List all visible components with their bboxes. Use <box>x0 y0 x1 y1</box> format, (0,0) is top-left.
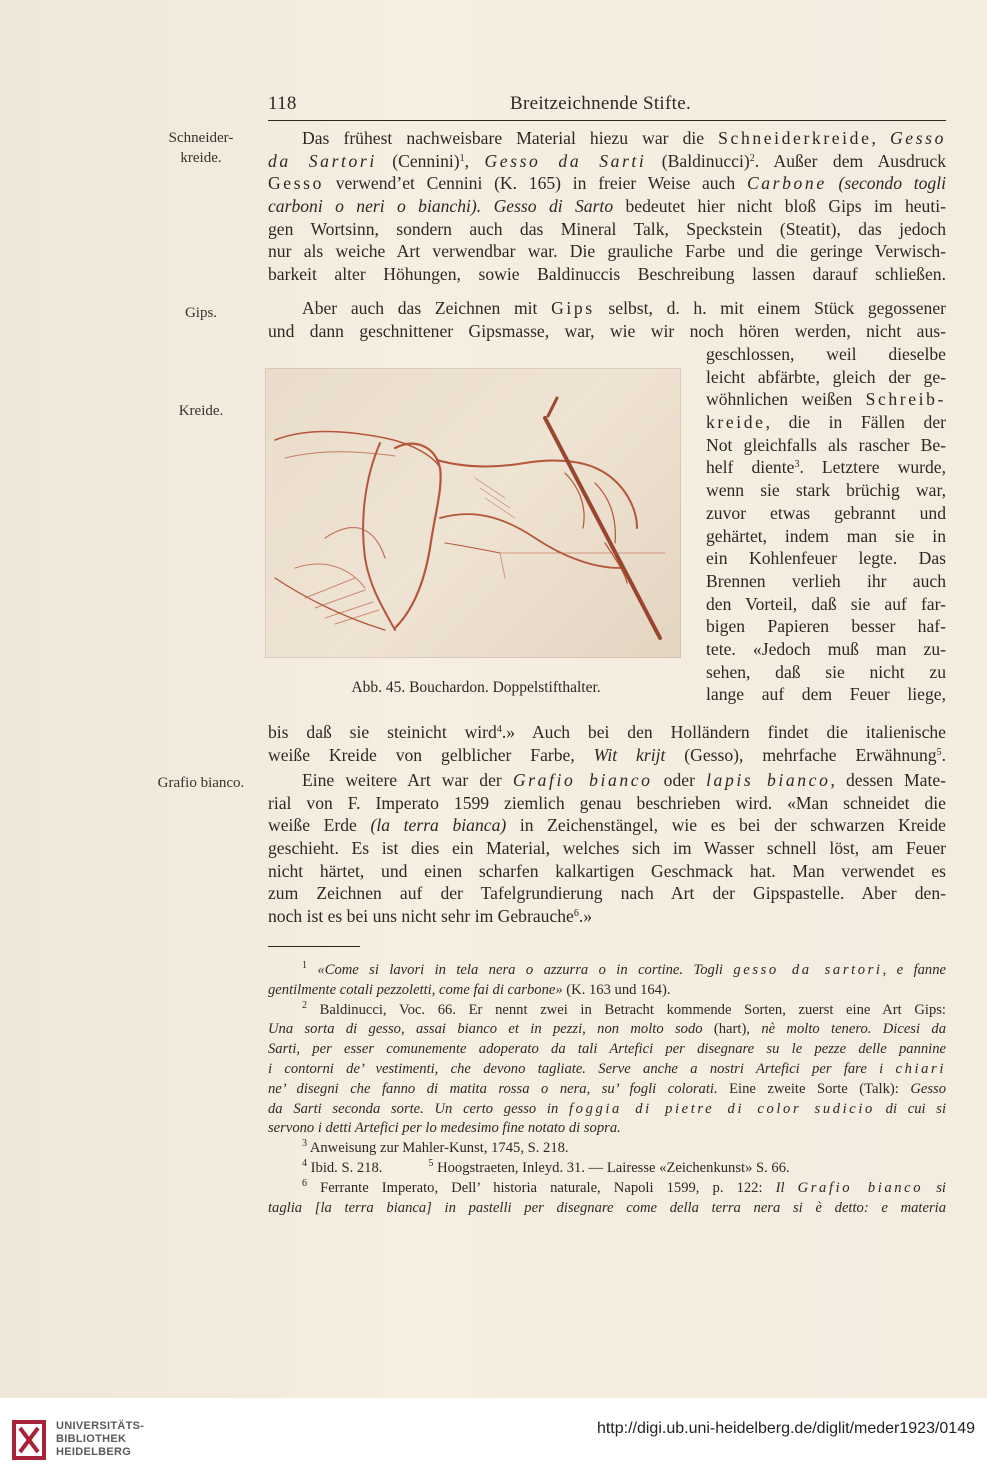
paragraph-kreide-continued: bis daß sie steinicht wird$^4$.» Auch bei den Holländern findet die italienische weiße Kreide von gelblicher Farbe, Wit krijt (Gesso), mehrfache Erwähnung$^5$. <box>268 722 946 765</box>
footnote-5: Hoogstraeten, Inleyd. 31. — Lairesse «Zeichenkunst» S. 66. <box>437 1159 790 1176</box>
paragraph-schneiderkreide: Das frühest nachweisbare Material hiezu war die Schneiderkreide, Gesso da Sartori (Cennini)$^1$, Gesso da Sarti (Baldinucci)$^2$. Außer dem Ausdruck Gesso verwend’et Cennini (K. 165) in freier Weise auch Carbone (secondo togli carboni o neri o bianchi). Gesso di Sarto bedeutet hier nicht bloß Gips im heuti- gen Wortsinn, sondern auch das Mineral Talk, Speckstein (Steatit), das jedoch nur als weiche Art verwendbar war. Die grauliche Farbe und die geringe Verwisch- barkeit alter Höhungen, sowie Baldinuccis Beschreibung lassen darauf schließen. <box>268 128 947 285</box>
margin-note-kreide: Kreide. <box>178 403 224 419</box>
margin-note-gips: Gips. <box>184 305 218 321</box>
footnote-4: Ibid. S. 218. <box>310 1159 383 1176</box>
figure-caption: Abb. 45. Bouchardon. Doppelstifthalter. <box>351 679 601 696</box>
figure-bouchardon-drawing <box>265 368 681 658</box>
header-rule <box>268 120 946 121</box>
viewer-footer <box>0 1398 987 1478</box>
margin-note-schneiderkreide: Schneider- kreide. <box>168 130 234 166</box>
margin-note-grafio: Grafio bianco. <box>157 775 245 791</box>
paragraph-gips: Aber auch das Zeichnen mit Gips selbst, d. h. mit einem Stück gegossener und dann geschnittener Gipsmasse, war, wie wir noch hören werden, nicht aus- <box>268 298 946 341</box>
university-logo-icon <box>12 1418 50 1462</box>
narrow-column-text: geschlossen, weil dieselbe leicht abfärbte, gleich der ge- wöhnlichen weißen Schreib- kreide, die in Fällen der Not gleichfalls als rascher Be- helf diente$^3$. Letztere wurde, wenn sie stark brüchig war, zuvor etwas gebrannt und gehärtet, indem man sie in ein Kohlenfeuer legte. Das Brennen verlieh ihr auch den Vorteil, daß sie auf far- bigen Papieren besser haf- tete. «Jedoch muß man zu- sehen, daß sie nicht zu lange auf dem Feuer liege, <box>706 344 946 705</box>
running-head: Breitzeichnende Stifte. <box>510 93 691 114</box>
footnotes: $^1$ «Come si lavori in tela nera o azzurra o in cortine. Togli gesso da sartori, e fanne gentilmente cotali pezzoletti, come fai di carbone» (K. 163 und 164). $^2$ Baldinucci, Voc. 66. Er nennt zwei in Betracht kommende Sorten, zuerst eine Art Gips: Una sorta di gesso, assai bianco et in pezzi, non molto sodo (hart), nè molto tenero. Dicesi da Sarti, per esser comunemente adoperato da tali Artefici per disegnare su le pezze delle pannine i contorni de’ vestimenti, che devono tagliate. Serve anche a nostri Artefici per fare i chiari ne’ disegni che fanno di matita rossa o nera, su’ fogli colorati. Eine zweite Sorte (Talk): Gesso da Sarti seconda sorte. Un certo gesso in foggia di pietre di color sudicio di cui si servono i detti Artefici per lo medesimo fine notato di sopra. $^3$ Anweisung zur Mahler-Kunst, 1745, S. 218. $^4$ Ibid. S. 218. $^5$ Hoogstraeten, Inleyd. 31. — Lairesse «Zeichenkunst» S. 66. $^6$ Ferrante Imperato, Dell’ historia naturale, Napoli 1599, p. 122: Il Grafio bianco si taglia [la terra bianca] in pastelli per disegnare come della terra nera si è detto: e materia <box>268 960 946 1216</box>
footnote-rule <box>268 946 360 947</box>
hand-drawing-image <box>265 368 681 658</box>
library-name: UNIVERSITÄTS- BIBLIOTHEK HEIDELBERG <box>56 1420 145 1458</box>
page-number: 118 <box>268 93 297 114</box>
footnote-3: Anweisung zur Mahler-Kunst, 1745, S. 218. <box>309 1140 569 1157</box>
paragraph-grafio-bianco: Eine weitere Art war der Grafio bianco oder lapis bianco, dessen Mate- rial von F. Imperato 1599 ziemlich genau beschrieben wird. «Man schneidet die weiße Erde (la terra bianca) in Zeichenstängel, wie es bei der schwarzen Kreide geschieht. Es ist dies ein Material, welches sich im Wasser schnell löst, am Feuer nicht härtet, und einen scharfen kalkartigen Geschmack hat. Man verwendet es zum Zeichnen auf der Tafelgrundierung nach Art der Gipspastelle. Aber den- noch ist es bei uns nicht sehr im Gebrauche$^6$.» <box>268 770 947 927</box>
source-url-link[interactable]: http://digi.ub.uni-heidelberg.de/diglit/meder1923/0149 <box>596 1420 975 1437</box>
